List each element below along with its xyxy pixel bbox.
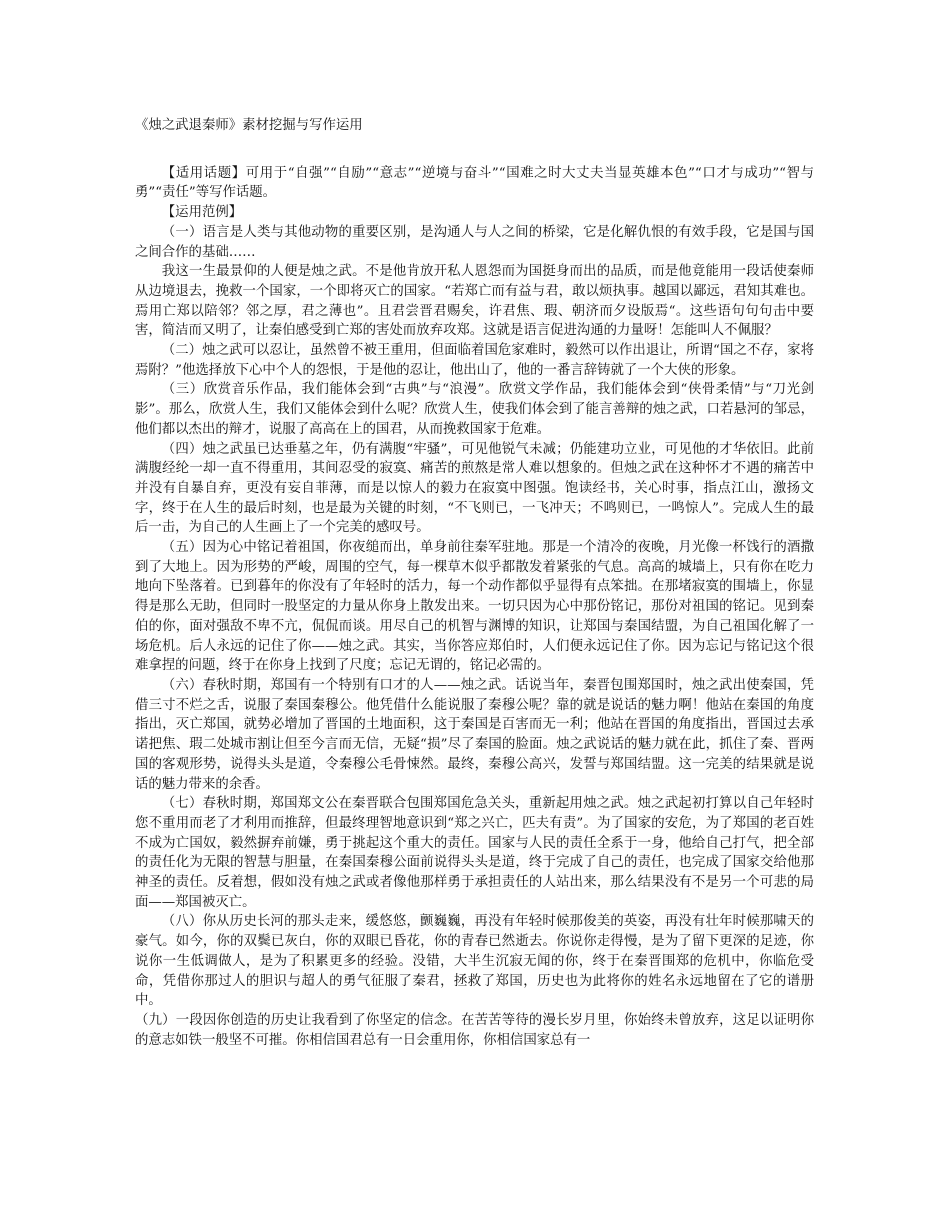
example-paragraph-6: （六）春秋时期，郑国有一个特别有口才的人——烛之武。话说当年，秦晋包围郑国时，烛之武出使秦国，凭借三寸不烂之舌，说服了秦国秦穆公。他凭借什么能说服了秦穆公呢？靠的就是说话的魅力啊！他站在秦国的角度指出，灭亡郑国，就势必增加了晋国的土地面积，这于秦国是百害而无一利；他站在晋国的角度指出，晋国过去承诺把焦、瑕二处城市割让但至今言而无信，无疑“损”尽了秦国的脸面。烛之武说话的魅力就在此，抓住了秦、晋两国的客观形势，说得头头是道，令秦穆公毛骨悚然。最终，秦穆公高兴，发誓与郑国结盟。这一完美的结果就是说话的魅力带来的余香。: [135, 677, 814, 792]
example-paragraph-3: （三）欣赏音乐作品，我们能体会到“古典”与“浪漫”。欣赏文学作品，我们能体会到“侠骨柔情”与“刀光剑影”。那么，欣赏人生，我们又能体会到什么呢？欣赏人生，使我们体会到了能言善辩的烛之武，口若悬河的邹忌，他们都以杰出的辩才，说服了高高在上的国君，从而挽救国家于危难。: [135, 382, 814, 437]
example-paragraph-1-body: 我这一生最景仰的人便是烛之武。不是他肯放开私人恩怨而为国挺身而出的品质，而是他竟能用一段话使秦师从边境退去，挽救一个国家，一个即将灭亡的国家。“若郑亡而有益与君，敢以烦执事。越国以鄙远，君知其难也。焉用亡郑以陪邻？邻之厚，君之薄也”。且君尝晋君赐矣，许君焦、瑕、朝济而夕设版焉“。这些语句句句击中要害，简洁而又明了，让秦伯感受到亡郑的害处而放弃攻郑。这就是语言促进沟通的力量呀！怎能叫人不佩服？: [135, 264, 814, 339]
example-paragraph-7: （七）春秋时期，郑国郑文公在秦晋联合包围郑国危急关头，重新起用烛之武。烛之武起初打算以自己年轻时您不重用而老了才利用而推辞，但最终理智地意识到“郑之兴亡，匹夫有责”。为了国家的安危，为了郑国的老百姓不成为亡国奴，毅然摒弃前嫌，勇于挑起这个重大的责任。国家与人民的责任全系于一身，他给自己打气，把全部的责任化为无限的智慧与胆量，在秦国秦穆公面前说得头头是道，终于完成了自己的责任，也完成了国家交给他那神圣的责任。反着想，假如没有烛之武或者像他那样勇于承担责任的人站出来，那么结果没有不是另一个可悲的局面——郑国被灭亡。: [135, 796, 814, 910]
examples-heading: 【运用范例】: [161, 205, 243, 221]
example-paragraph-9: （九）一段因你创造的历史让我看到了你坚定的信念。在苦苦等待的漫长岁月里，你始终未曾放弃，这足以证明你的意志如铁一般坚不可摧。你相信国君总有一日会重用你，你相信国家总有一: [135, 1012, 814, 1048]
topics-paragraph: 【适用话题】可用于“自强”“自励”“意志”“逆境与奋斗”“国难之时大丈夫当显英雄本色”“口才与成功”“智与勇”“责任”等写作话题。: [135, 165, 814, 201]
example-paragraph-5: （五）因为心中铭记着祖国，你夜缒而出，单身前往秦军驻地。那是一个清冷的夜晚，月光像一杯饯行的酒撒到了大地上。因为形势的严峻，周围的空气，每一棵草木似乎都散发着紧张的气息。高高的城墙上，只有你在吃力地向下坠落着。已到暮年的你没有了年轻时的活力，每一个动作都似乎显得有点笨拙。在那堵寂寞的围墙上，你显得是那么无助，但同时一股坚定的力量从你身上散发出来。一切只因为心中那份铭记，那份对祖国的铭记。见到秦伯的你，面对强敌不卑不亢，侃侃而谈。用尽自己的机智与渊博的知识，让郑国与秦国结盟，为自己祖国化解了一场危机。后人永远的记住了你——烛之武。其实，当你答应郑伯时，人们便永远记住了你。因为忘记与铭记这个很难拿捏的问题，终于在你身上找到了尺度；忘记无谓的，铭记必需的。: [135, 540, 814, 674]
example-paragraph-8: （八）你从历史长河的那头走来，缓悠悠，颤巍巍，再没有年轻时候那俊美的英姿，再没有壮年时候那啸天的豪气。如今，你的双鬓已灰白，你的双眼已昏花，你的青春已然逝去。你说你走得慢，是为了留下更深的足迹，你说你一生低调做人，是为了积累更多的经验。没错，大半生沉寂无闻的你，终于在秦晋围郑的危机中，你临危受命，凭借你那过人的胆识与超人的勇气征服了秦君，拯救了郑国，历史也为此将你的姓名永远地留在了它的谱册中。: [135, 914, 814, 1009]
document-title: 《烛之武退秦师》素材挖掘与写作运用: [135, 118, 363, 133]
example-paragraph-1: （一）语言是人类与其他动物的重要区别，是沟通人与人之间的桥梁，它是化解仇恨的有效手段，它是国与国之间合作的基础……: [135, 224, 814, 260]
example-paragraph-2: （二）烛之武可以忍让，虽然曾不被王重用，但面临着国危家难时，毅然可以作出退让，所谓“国之不存，家将焉附？”他选择放下心中个人的怨恨，于是他的忍让，他出山了，他的一番言辞铸就了一个大侠的形象。: [135, 343, 814, 378]
example-paragraph-4: （四）烛之武虽已达垂墓之年，仍有满腹“牢骚”，可见他锐气未减；仍能建功立业，可见他的才华依旧。此前满腹经纶一却一直不得重用，其间忍受的寂寞、痛苦的煎熬是常人难以想象的。但烛之武在这种怀才不遇的痛苦中并没有自暴自弃，更没有妄自菲薄，而是以惊人的毅力在寂寞中图强。饱读经书，关心时事，指点江山，激扬文字，终于在人生的最后时刻，也是最为关键的时刻，“不飞则已，一飞冲天；不鸣则已，一鸣惊人”。完成人生的最后一击，为自己的人生画上了一个完美的感叹号。: [135, 441, 814, 536]
